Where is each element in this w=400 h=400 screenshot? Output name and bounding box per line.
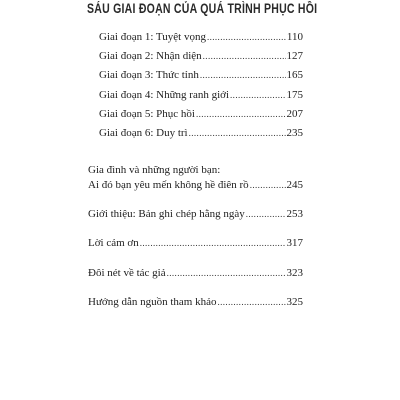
- toc-entry-label: Giai đoạn 3: Thức tỉnh: [99, 69, 199, 81]
- toc-entry-label: Giai đoạn 5: Phục hồi: [99, 108, 195, 120]
- toc-entry-label: Ai đó bạn yêu mến không hề điên rồ: [88, 179, 249, 191]
- toc-entry-resource-guide: [88, 295, 303, 309]
- toc-entry-label: Giai đoạn 6: Duy trì: [99, 127, 188, 139]
- toc-leader-dots: [217, 295, 285, 309]
- toc-page-number: 253: [286, 208, 303, 220]
- toc-entry-introduction: [88, 207, 303, 221]
- toc-entry-stage-3: [99, 68, 303, 82]
- toc-entry-label: Giai đoạn 2: Nhận diện: [99, 50, 202, 62]
- toc-entry-label: Đôi nét về tác giả: [88, 267, 166, 279]
- toc-entry-acknowledgements: [88, 236, 303, 250]
- toc-family-heading: Gia đình và những người bạn:: [88, 164, 221, 176]
- toc-entry-label: Lời cảm ơn: [88, 237, 139, 249]
- toc-entry-stage-6: [99, 126, 303, 140]
- toc-page-number: 323: [286, 267, 303, 279]
- toc-page-number: 325: [286, 296, 303, 308]
- toc-entry-stage-4: [99, 88, 303, 102]
- toc-leader-dots: [200, 68, 286, 82]
- toc-entry-label: Giai đoạn 1: Tuyệt vọng: [99, 31, 206, 43]
- toc-page-number: 235: [286, 127, 303, 139]
- toc-page-number: 317: [286, 237, 303, 249]
- toc-entry-stage-5: [99, 107, 303, 121]
- toc-entry-stage-1: [99, 30, 303, 44]
- toc-page-number: 127: [286, 50, 303, 62]
- toc-leader-dots: [207, 30, 286, 44]
- toc-entry-family: [88, 178, 303, 192]
- toc-leader-dots: [246, 207, 286, 221]
- toc-page-number: 165: [286, 69, 303, 81]
- toc-page-number: 245: [286, 179, 303, 191]
- section-heading: SÁU GIAI ĐOẠN CỦA QUÁ TRÌNH PHỤC HỒI: [87, 1, 318, 16]
- toc-entry-label: Hướng dẫn nguồn tham khảo: [88, 296, 217, 308]
- toc-page-number: 175: [286, 89, 303, 101]
- toc-entry-label: Giới thiệu: Bản ghi chép hằng ngày: [88, 208, 245, 220]
- toc-entry-stage-2: [99, 49, 303, 63]
- toc-leader-dots: [203, 49, 286, 63]
- toc-page-number: 110: [286, 31, 303, 43]
- toc-leader-dots: [230, 88, 285, 102]
- toc-leader-dots: [196, 107, 286, 121]
- toc-leader-dots: [167, 266, 286, 280]
- toc-leader-dots: [189, 126, 286, 140]
- toc-entry-about-author: [88, 266, 303, 280]
- toc-leader-dots: [250, 178, 286, 192]
- toc-page-number: 207: [286, 108, 303, 120]
- toc-entry-label: Giai đoạn 4: Những ranh giới: [99, 89, 230, 101]
- toc-leader-dots: [140, 236, 286, 250]
